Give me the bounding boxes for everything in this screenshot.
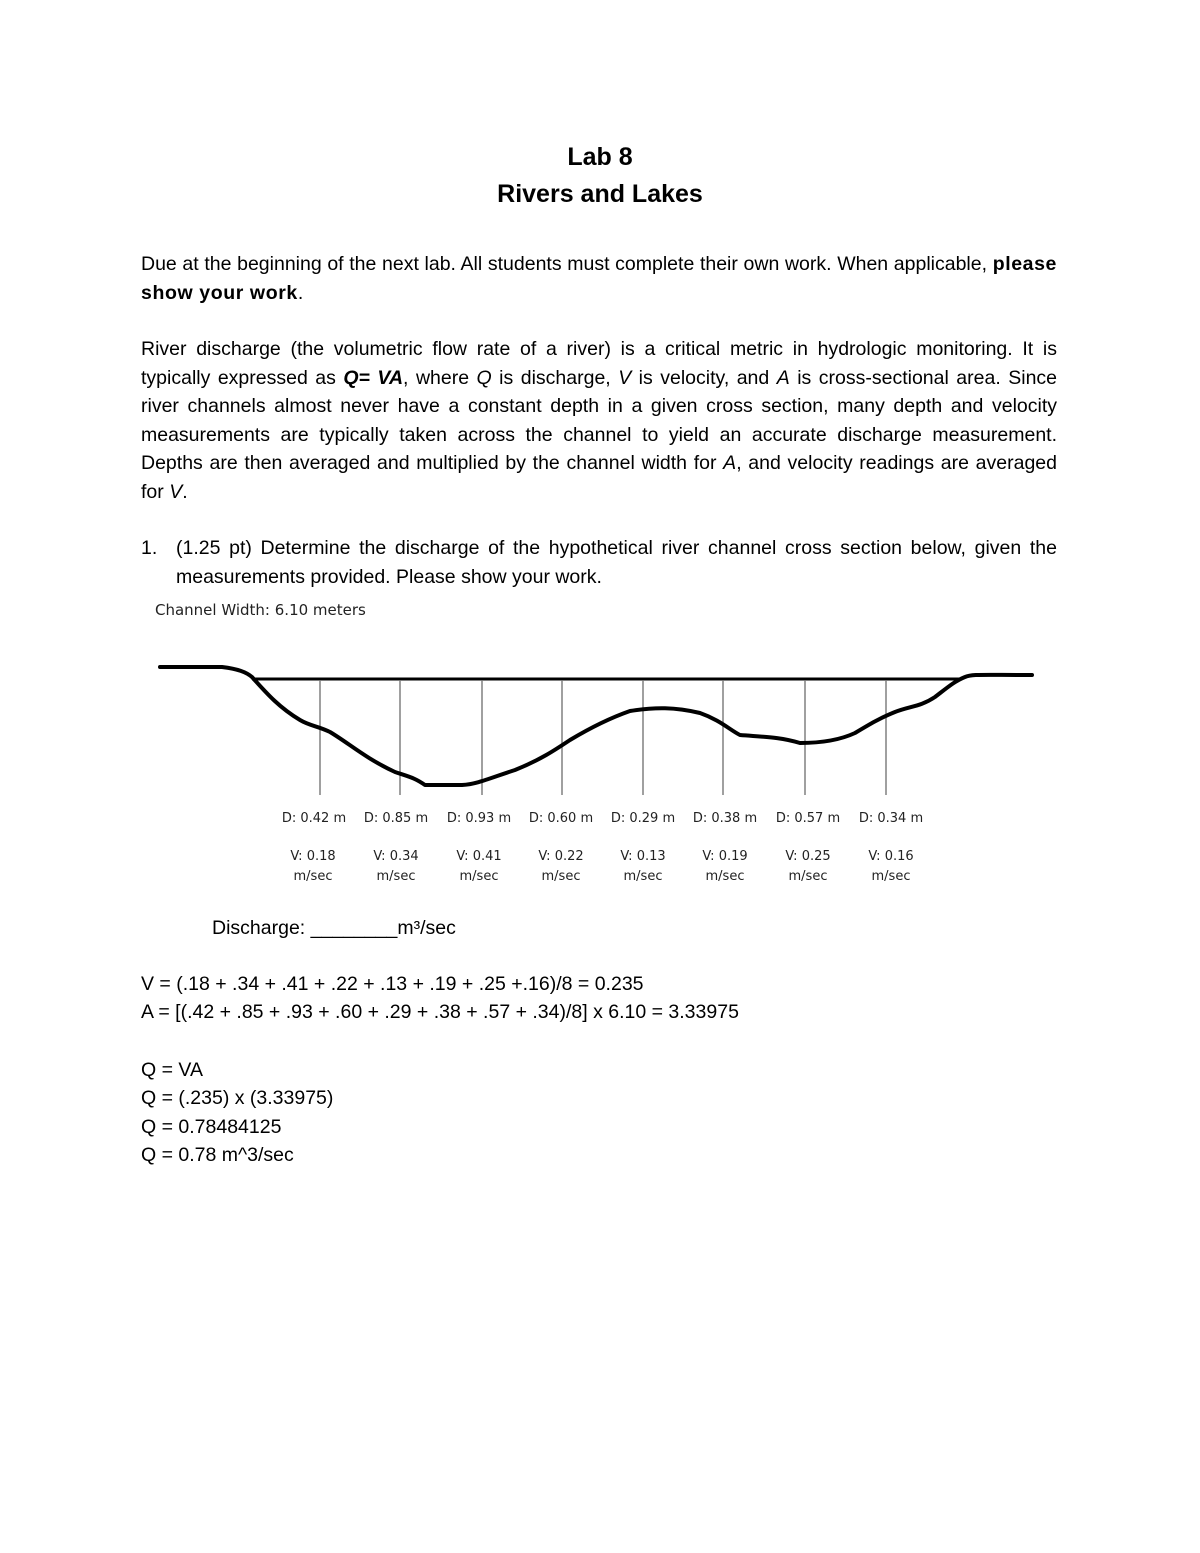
instructions-emphasis: please show your work (141, 253, 1057, 304)
velocity-label: V: 0.41 (456, 849, 502, 864)
depth-label: D: 0.93 m (446, 811, 512, 826)
depth-label: D: 0.42 m (281, 811, 347, 826)
velocity-unit: m/sec (541, 869, 581, 884)
velocity-calculation: V = (.18 + .34 + .41 + .22 + .13 + .19 + .25 +.16)/8 = 0.235 (141, 973, 644, 995)
depth-label: D: 0.60 m (528, 811, 594, 826)
velocity-label: V: 0.22 (538, 849, 584, 864)
instructions-paragraph: Due at the beginning of the next lab. All students must complete their own work. When applicable, please show your work. (141, 253, 1057, 304)
velocity-unit: m/sec (705, 869, 745, 884)
channel-width-label: Channel Width: 6.10 meters (155, 601, 366, 619)
depth-label: D: 0.29 m (610, 811, 676, 826)
measurement-lines (320, 680, 886, 795)
depth-label: D: 0.34 m (858, 811, 924, 826)
velocity-unit: m/sec (871, 869, 911, 884)
discharge-formula: Q= VA (343, 366, 404, 389)
velocity-unit: m/sec (623, 869, 663, 884)
discharge-explanation-paragraph: River discharge (the volumetric flow rate of a river) is a critical metric in hydrologic monitoring. It is typically expressed as Q= VA, where Q is discharge, V is velocity, and A is cross-sectional area. Since river channels almost never have a constant depth in a given cross section, many depth and velocity measurements are typically taken across the channel to yield an accurate discharge measurement. Depths are then averaged and multiplied by the channel width for A, and velocity readings are averaged for V. (141, 338, 1058, 503)
discharge-substitution-line: Q = (.235) x (3.33975) (141, 1087, 334, 1109)
discharge-final-answer: Q = 0.78 m^3/sec (141, 1144, 294, 1166)
velocity-label: V: 0.16 (868, 849, 914, 864)
velocity-unit: m/sec (376, 869, 416, 884)
measurement-labels (282, 811, 923, 884)
depth-label: D: 0.57 m (775, 811, 841, 826)
velocity-label: V: 0.13 (620, 849, 666, 864)
velocity-label: V: 0.18 (290, 849, 336, 864)
velocity-unit: m/sec (459, 869, 499, 884)
depth-label: D: 0.85 m (363, 811, 429, 826)
page-title: Lab 8 (567, 143, 633, 171)
channel-cross-section-figure (0, 640, 1200, 900)
area-calculation: A = [(.42 + .85 + .93 + .60 + .29 + .38 + .57 + .34)/8] x 6.10 = 3.33975 (141, 1001, 739, 1023)
question-text: (1.25 pt) Determine the discharge of the hypothetical river channel cross section below, given the measurements provided. Please show your work. (176, 537, 1057, 588)
question-number: 1. (141, 537, 158, 559)
discharge-answer-blank: Discharge: ________m³/sec (212, 917, 456, 939)
velocity-label: V: 0.25 (785, 849, 831, 864)
discharge-formula-line: Q = VA (141, 1059, 203, 1081)
velocity-unit: m/sec (788, 869, 828, 884)
velocity-label: V: 0.19 (702, 849, 748, 864)
question-1 (141, 534, 1057, 591)
velocity-label: V: 0.34 (373, 849, 419, 864)
channel-bed-profile (160, 667, 1032, 785)
discharge-result-line: Q = 0.78484125 (141, 1116, 282, 1138)
velocity-unit: m/sec (293, 869, 333, 884)
depth-label: D: 0.38 m (692, 811, 758, 826)
instructions-text: Due at the beginning of the next lab. All students must complete their own work. When applicable, (141, 253, 993, 275)
page-subtitle: Rivers and Lakes (497, 180, 703, 208)
